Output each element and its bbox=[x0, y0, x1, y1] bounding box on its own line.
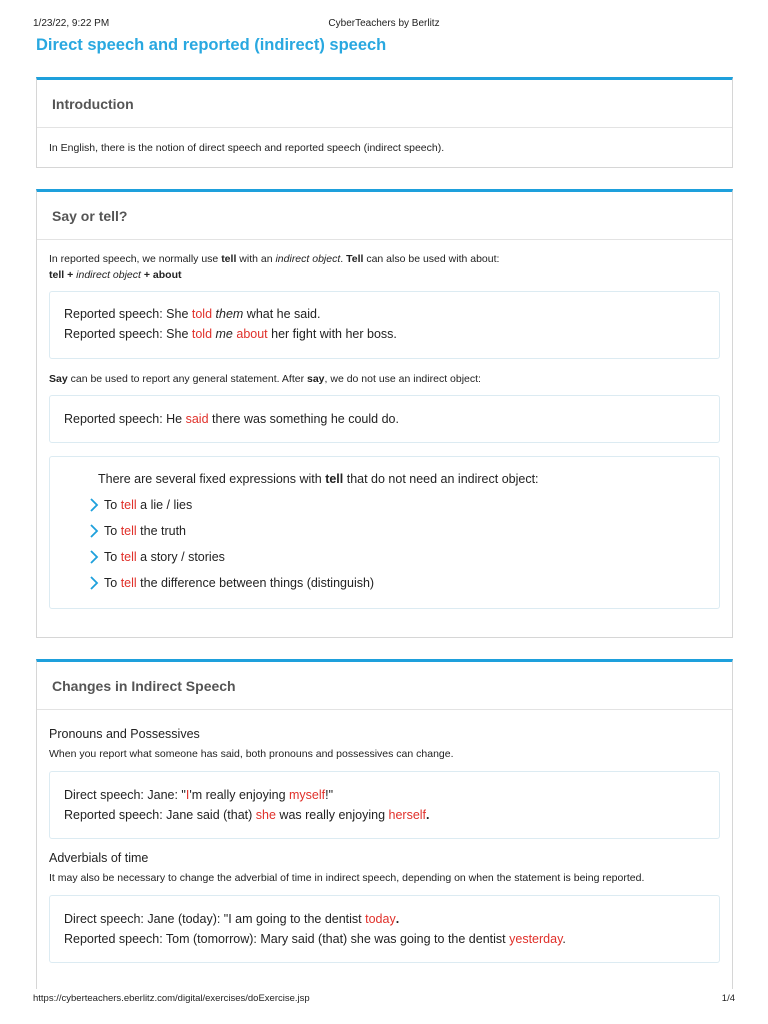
adverbials-text: It may also be necessary to change the adverbial of time in indirect speech, depending on when the statement is being reported. bbox=[49, 872, 645, 884]
text-segment: tell + bbox=[49, 269, 77, 281]
text-segment: To bbox=[104, 576, 118, 590]
example-sentence bbox=[64, 324, 705, 344]
keyword-say: Say bbox=[49, 373, 68, 385]
text-segment: a lie / lies bbox=[136, 498, 193, 512]
text-segment: 'm really enjoying bbox=[189, 788, 289, 802]
text-segment: was really enjoying bbox=[275, 808, 389, 822]
example-sentence bbox=[64, 304, 705, 324]
text-segment: that do not need an indirect object: bbox=[343, 472, 539, 486]
tell-formula bbox=[49, 267, 720, 283]
print-datetime: 1/23/22, 9:22 PM bbox=[33, 18, 110, 29]
text-segment: Reported speech: She bbox=[64, 307, 192, 321]
say-example-box bbox=[49, 395, 720, 443]
text-segment: a story / stories bbox=[136, 550, 225, 564]
text-segment: There are several fixed expressions with bbox=[98, 472, 326, 486]
adverbials-subheading: Adverbials of time bbox=[49, 851, 149, 865]
highlight-told: told bbox=[191, 307, 213, 321]
pronouns-subheading: Pronouns and Possessives bbox=[49, 727, 200, 741]
pronouns-text: When you report what someone has said, both pronouns and possessives can change. bbox=[49, 748, 454, 760]
highlight-tell: tell bbox=[120, 576, 137, 590]
highlight-tell: tell bbox=[120, 498, 137, 512]
chevron-right-icon bbox=[88, 550, 100, 564]
print-footer bbox=[33, 993, 735, 1007]
list-item bbox=[88, 544, 705, 570]
reported-speech-example bbox=[64, 929, 705, 949]
text-segment: there was something he could do. bbox=[208, 412, 399, 426]
text-segment: Reported speech: Jane said (that) bbox=[64, 808, 256, 822]
text-segment: To bbox=[104, 550, 118, 564]
indirect-object-them: them bbox=[215, 307, 244, 321]
text-segment: !" bbox=[325, 788, 334, 802]
keyword-tell: Tell bbox=[346, 253, 364, 265]
highlight-about: about bbox=[236, 327, 268, 341]
page-title: Direct speech and reported (indirect) speech bbox=[36, 36, 387, 54]
highlight-told: told bbox=[191, 327, 213, 341]
highlight-pronoun: she bbox=[255, 808, 276, 822]
changes-card bbox=[36, 659, 733, 989]
indirect-object-me: me bbox=[215, 327, 233, 341]
page-number: 1/4 bbox=[721, 993, 735, 1004]
highlight-pronoun: herself bbox=[388, 808, 427, 822]
introduction-card bbox=[36, 77, 733, 168]
text-segment: her fight with her boss. bbox=[267, 327, 397, 341]
example-sentence bbox=[64, 409, 705, 429]
chevron-right-icon bbox=[88, 524, 100, 538]
say-or-tell-card bbox=[36, 189, 733, 638]
say-or-tell-heading: Say or tell? bbox=[37, 192, 732, 240]
adverbials-examples-box bbox=[49, 895, 720, 963]
highlight-adverbial: yesterday bbox=[509, 932, 563, 946]
introduction-heading: Introduction bbox=[37, 80, 732, 128]
keyword-tell: tell bbox=[325, 472, 344, 486]
text-segment: To bbox=[104, 524, 118, 538]
highlight-pronoun: I bbox=[185, 788, 190, 802]
text-segment: Reported speech: Tom (tomorrow): Mary said (that) she was going to the dentist bbox=[64, 932, 510, 946]
text-segment: can be used to report any general statement. After bbox=[67, 373, 307, 385]
text-segment: , we do not use an indirect object: bbox=[324, 373, 481, 385]
text-segment: the truth bbox=[136, 524, 187, 538]
list-item bbox=[88, 492, 705, 518]
list-item bbox=[88, 570, 705, 596]
say-explanation bbox=[49, 371, 720, 387]
direct-speech-example bbox=[64, 909, 705, 929]
fixed-expressions-intro bbox=[98, 469, 705, 489]
highlight-pronoun: myself bbox=[289, 788, 326, 802]
keyword-tell: tell bbox=[221, 253, 237, 265]
text-segment: + about bbox=[140, 269, 182, 281]
list-item bbox=[88, 518, 705, 544]
text-segment: can also be used with about: bbox=[363, 253, 500, 265]
tell-explanation bbox=[49, 251, 720, 267]
pronouns-examples-box bbox=[49, 771, 720, 839]
text-segment: Direct speech: Jane: " bbox=[64, 788, 186, 802]
fixed-expressions-box bbox=[49, 456, 720, 609]
chevron-right-icon bbox=[88, 576, 100, 590]
keyword-say: say bbox=[307, 373, 325, 385]
text-segment: . bbox=[562, 932, 566, 946]
highlight-tell: tell bbox=[120, 524, 137, 538]
text-segment: Reported speech: She bbox=[64, 327, 192, 341]
text-segment: . bbox=[340, 253, 347, 265]
text-segment: the difference between things (distinguish) bbox=[136, 576, 375, 590]
text-segment: . bbox=[426, 808, 430, 822]
text-segment: what he said. bbox=[243, 307, 321, 321]
highlight-tell: tell bbox=[120, 550, 137, 564]
term-indirect-object: indirect object bbox=[275, 253, 341, 265]
highlight-adverbial: today bbox=[365, 912, 396, 926]
print-header bbox=[33, 18, 735, 32]
introduction-text: In English, there is the notion of direct speech and reported speech (indirect speech). bbox=[49, 142, 445, 154]
tell-examples-box bbox=[49, 291, 720, 359]
reported-speech-example bbox=[64, 805, 705, 825]
text-segment: . bbox=[395, 912, 400, 926]
changes-heading: Changes in Indirect Speech bbox=[37, 662, 732, 710]
text-segment: In reported speech, we normally use bbox=[49, 253, 222, 265]
term-indirect-object: indirect object bbox=[76, 269, 141, 281]
chevron-right-icon bbox=[88, 498, 100, 512]
text-segment: with an bbox=[236, 253, 276, 265]
highlight-said: said bbox=[185, 412, 209, 426]
print-site-name: CyberTeachers by Berlitz bbox=[328, 18, 440, 29]
text-segment: To bbox=[104, 498, 118, 512]
print-url: https://cyberteachers.eberlitz.com/digital/exercises/doExercise.jsp bbox=[33, 993, 310, 1004]
text-segment: Direct speech: Jane (today): "I am going to the dentist bbox=[64, 912, 366, 926]
direct-speech-example bbox=[64, 785, 705, 805]
text-segment: Reported speech: He bbox=[64, 412, 186, 426]
